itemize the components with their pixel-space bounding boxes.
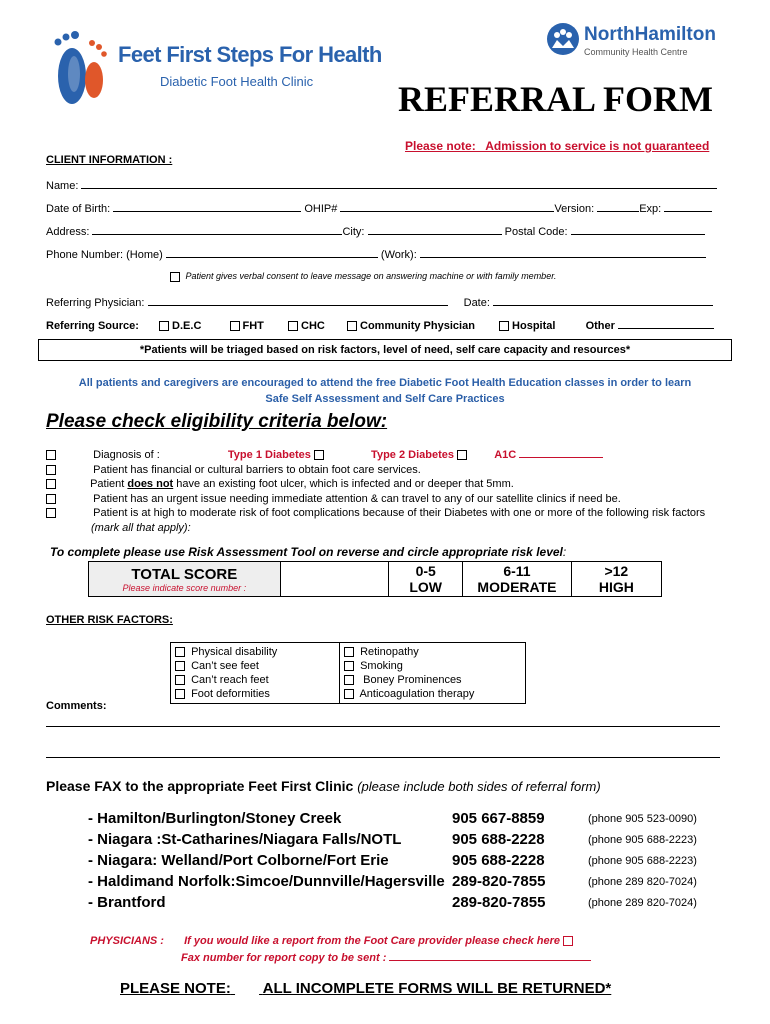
ulcer-checkbox[interactable] (46, 479, 56, 489)
name-row (46, 177, 726, 192)
risk-moderate-cell[interactable] (463, 562, 572, 597)
eligibility-list (46, 446, 736, 535)
risk-physical (175, 645, 335, 659)
form-title: REFERRAL FORM (398, 79, 713, 119)
north-hamilton-logo (546, 22, 582, 58)
physicians-label: PHYSICIANS : (90, 935, 164, 947)
partner-name: NorthHamilton (584, 24, 716, 45)
dob-field[interactable] (113, 200, 301, 212)
source-other-label: Other (585, 320, 615, 332)
physicians-line-1 (90, 934, 591, 949)
client-info-heading: CLIENT INFORMATION : (46, 154, 173, 166)
postal-field[interactable] (571, 223, 705, 235)
eligibility-risk-note: (mark all that apply): (91, 521, 191, 534)
clinic-name: - Haldimand Norfolk:Simcoe/Dunnville/Hagersville (88, 873, 445, 890)
phone-home-field[interactable] (166, 246, 378, 258)
triage-note: *Patients will be triaged based on risk factors, level of need, self care capacity and resources* (139, 344, 631, 356)
feet-first-logo (44, 28, 116, 108)
risk-high-cell[interactable] (571, 562, 661, 597)
source-other-field[interactable] (618, 317, 714, 329)
fax-row (88, 831, 728, 852)
risk-tool-colon: : (562, 545, 567, 559)
ulcer-text-pre: Patient (90, 478, 128, 490)
risk-see-feet-checkbox[interactable] (175, 661, 185, 671)
comments-line-1[interactable] (46, 726, 720, 727)
clinic-phone: (phone 289 820-7024) (588, 876, 697, 888)
clinic-fax[interactable]: 289-820-7855 (452, 873, 546, 890)
score-hint: Please indicate score number : (122, 582, 247, 593)
eligibility-item-diagnosis (46, 446, 736, 463)
barriers-text: Patient has financial or cultural barriers to obtain foot care services. (93, 463, 421, 476)
risk-reach-feet-checkbox[interactable] (175, 675, 185, 685)
risk-retinopathy-checkbox[interactable] (344, 647, 354, 657)
dob-label: Date of Birth: (46, 203, 111, 215)
clinic-fax[interactable]: 289-820-7855 (452, 894, 546, 911)
phone-home-label: Phone Number: (Home) (46, 249, 163, 261)
clinic-name: - Niagara: Welland/Port Colborne/Fort Erie (88, 852, 389, 869)
clinic-phone: (phone 289 820-7024) (588, 897, 697, 909)
risk-deformities (175, 687, 335, 701)
exp-field[interactable] (664, 200, 712, 212)
source-chc-checkbox[interactable] (288, 321, 298, 331)
footprint-icon (44, 28, 116, 108)
score-entry-cell[interactable] (280, 562, 389, 597)
risk-reach-feet-label: Can’t reach feet (191, 674, 269, 686)
eligibility-item-ulcer (46, 477, 736, 492)
clinic-fax[interactable]: 905 688-2228 (452, 831, 545, 848)
city-label: City: (342, 226, 365, 238)
version-field[interactable] (597, 200, 639, 212)
risk-physical-checkbox[interactable] (175, 647, 185, 657)
source-chc-label: CHC (301, 320, 325, 332)
total-score-cell[interactable] (89, 562, 281, 597)
risk-anticoag-checkbox[interactable] (344, 689, 354, 699)
risk-boney (344, 673, 521, 687)
community-icon (546, 22, 580, 56)
education-notice (40, 375, 730, 407)
comments-label: Comments: (46, 700, 107, 712)
fax-row (88, 852, 728, 873)
report-fax-field[interactable] (389, 949, 591, 961)
footer-left: PLEASE NOTE: (120, 980, 231, 997)
clinic-fax[interactable]: 905 667-8859 (452, 810, 545, 827)
brand-name: Feet First Steps For Health (118, 42, 382, 67)
phone-work-label: (Work): (380, 249, 417, 261)
a1c-field[interactable] (519, 446, 603, 458)
urgent-checkbox[interactable] (46, 494, 56, 504)
eligibility-item-urgent (46, 492, 736, 507)
risk-moderate-label: MODERATE (477, 579, 557, 595)
postal-label: Postal Code: (504, 226, 568, 238)
fax-list (88, 810, 728, 915)
fax-heading (46, 778, 601, 794)
risk-tool-instruction (50, 545, 566, 559)
risk-see-feet-label: Can’t see feet (191, 660, 259, 672)
risk-left-column (171, 643, 340, 704)
total-score-label: TOTAL SCORE (131, 565, 238, 583)
fax-heading-note: (please include both sides of referral form) (357, 779, 601, 794)
clinic-phone: (phone 905 688-2223) (588, 855, 697, 867)
source-hospital-checkbox[interactable] (499, 321, 509, 331)
risk-deformities-checkbox[interactable] (175, 689, 185, 699)
diagnosis-label: Diagnosis of : (93, 449, 160, 461)
score-table (88, 561, 662, 597)
risk-smoking (344, 659, 521, 673)
source-dec-label: D.E.C (172, 320, 202, 332)
type2-label: Type 2 Diabetes (371, 449, 454, 461)
risk-smoking-checkbox[interactable] (344, 661, 354, 671)
source-fht-label: FHT (242, 320, 264, 332)
risk-see-feet (175, 659, 335, 673)
phone-row (46, 246, 706, 261)
risk-moderate-range: 6-11 (503, 563, 531, 579)
address-label: Address: (46, 226, 90, 238)
risk-high-label: HIGH (598, 579, 634, 595)
risk-anticoag-label: Anticoagulation therapy (359, 688, 475, 700)
source-dec-checkbox[interactable] (159, 321, 169, 331)
risk-retinopathy (344, 645, 521, 659)
clinic-phone: (phone 905 688-2223) (588, 834, 697, 846)
risk-reach-feet (175, 673, 335, 687)
clinic-phone: (phone 905 523-0090) (588, 813, 697, 825)
date-label: Date: (463, 297, 490, 309)
physicians-request: If you would like a report from the Foot Care provider please check here (184, 935, 561, 947)
eligibility-item-risk (46, 506, 736, 521)
comments-line-2[interactable] (46, 757, 720, 758)
clinic-name: - Niagara :St-Catharines/Niagara Falls/NOTL (88, 831, 402, 848)
date-field[interactable] (493, 294, 713, 306)
version-label: Version: (554, 203, 595, 215)
ref-source-row (46, 317, 714, 332)
risk-text: Patient is at high to moderate risk of foot complications because of their Diabetes with one or more of the following risk factors (93, 507, 706, 519)
ref-physician-label: Referring Physician: (46, 297, 145, 309)
risk-anticoag (344, 687, 521, 701)
consent-row (170, 271, 556, 282)
footer-right: ALL INCOMPLETE FORMS WILL BE RETURNED* (262, 980, 612, 997)
ohip-label: OHIP# (304, 203, 338, 215)
ohip-field[interactable] (340, 200, 554, 212)
risk-low-cell[interactable] (389, 562, 463, 597)
brand-subtitle: Diabetic Foot Health Clinic (160, 74, 314, 89)
address-row (46, 223, 705, 238)
clinic-name: - Hamilton/Burlington/Stoney Creek (88, 810, 342, 827)
source-physician-label: Community Physician (360, 320, 475, 332)
risk-retinopathy-label: Retinopathy (360, 646, 419, 658)
exp-label: Exp: (639, 203, 662, 215)
eligibility-item-barriers (46, 463, 736, 478)
source-fht-checkbox[interactable] (230, 321, 240, 331)
type1-checkbox[interactable] (314, 450, 324, 460)
physicians-line-2 (90, 949, 591, 966)
address-field[interactable] (92, 223, 342, 235)
ref-source-label: Referring Source: (46, 320, 139, 332)
risk-checkbox[interactable] (46, 508, 56, 518)
physician-row (46, 294, 713, 309)
risk-low-label: LOW (409, 579, 443, 595)
type2-checkbox[interactable] (457, 450, 467, 460)
diagnosis-checkbox[interactable] (46, 450, 56, 460)
name-label: Name: (46, 180, 79, 192)
report-fax-label: Fax number for report copy to be sent : (181, 952, 387, 964)
risk-smoking-label: Smoking (360, 660, 403, 672)
clinic-fax[interactable]: 905 688-2228 (452, 852, 545, 869)
fax-row (88, 810, 728, 831)
risk-tool-text: To complete please use Risk Assessment Tool on reverse and circle appropriate risk level (50, 545, 563, 559)
consent-checkbox[interactable] (170, 272, 180, 282)
consent-text: Patient gives verbal consent to leave message on answering machine or with family member. (185, 271, 557, 281)
fax-row (88, 894, 728, 915)
fax-row (88, 873, 728, 894)
risk-boney-checkbox[interactable] (344, 675, 354, 685)
urgent-text: Patient has an urgent issue needing immediate attention & can travel to any of our satellite clinics if need be. (93, 492, 621, 505)
footer-note (120, 980, 611, 997)
risk-right-column (340, 643, 526, 704)
barriers-checkbox[interactable] (46, 465, 56, 475)
education-line-1: All patients and caregivers are encouraged to attend the free Diabetic Foot Health Education classes in order to learn (78, 377, 692, 389)
risk-physical-label: Physical disability (191, 646, 278, 658)
a1c-label: A1C (494, 449, 517, 461)
admission-notice: Please note: Admission to service is not guaranteed (405, 139, 710, 153)
other-risk-table (170, 642, 526, 704)
dob-row (46, 200, 712, 215)
report-checkbox[interactable] (563, 936, 573, 946)
physicians-section (90, 934, 591, 966)
eligibility-heading: Please check eligibility criteria below: (46, 411, 388, 432)
phone-work-field[interactable] (420, 246, 706, 258)
other-risk-heading: OTHER RISK FACTORS: (46, 614, 173, 626)
education-line-2: Safe Self Assessment and Self Care Practices (265, 393, 505, 405)
triage-note-box (38, 339, 732, 361)
city-field[interactable] (368, 223, 502, 235)
risk-boney-label: Boney Prominences (360, 674, 462, 686)
risk-deformities-label: Foot deformities (191, 688, 270, 700)
risk-low-range: 0-5 (415, 563, 436, 579)
clinic-name: - Brantford (88, 894, 166, 911)
source-physician-checkbox[interactable] (347, 321, 357, 331)
fax-heading-text: Please FAX to the appropriate Feet First Clinic (46, 778, 354, 794)
ulcer-text-post: have an existing foot ulcer, which is infected and or deeper that 5mm. (173, 478, 514, 490)
partner-subtitle: Community Health Centre (584, 47, 688, 57)
type1-label: Type 1 Diabetes (227, 449, 311, 461)
ref-physician-field[interactable] (148, 294, 448, 306)
name-field[interactable] (81, 177, 717, 189)
source-hospital-label: Hospital (512, 320, 556, 332)
ulcer-text-emph: does not (127, 478, 174, 490)
risk-high-range: >12 (604, 563, 629, 579)
